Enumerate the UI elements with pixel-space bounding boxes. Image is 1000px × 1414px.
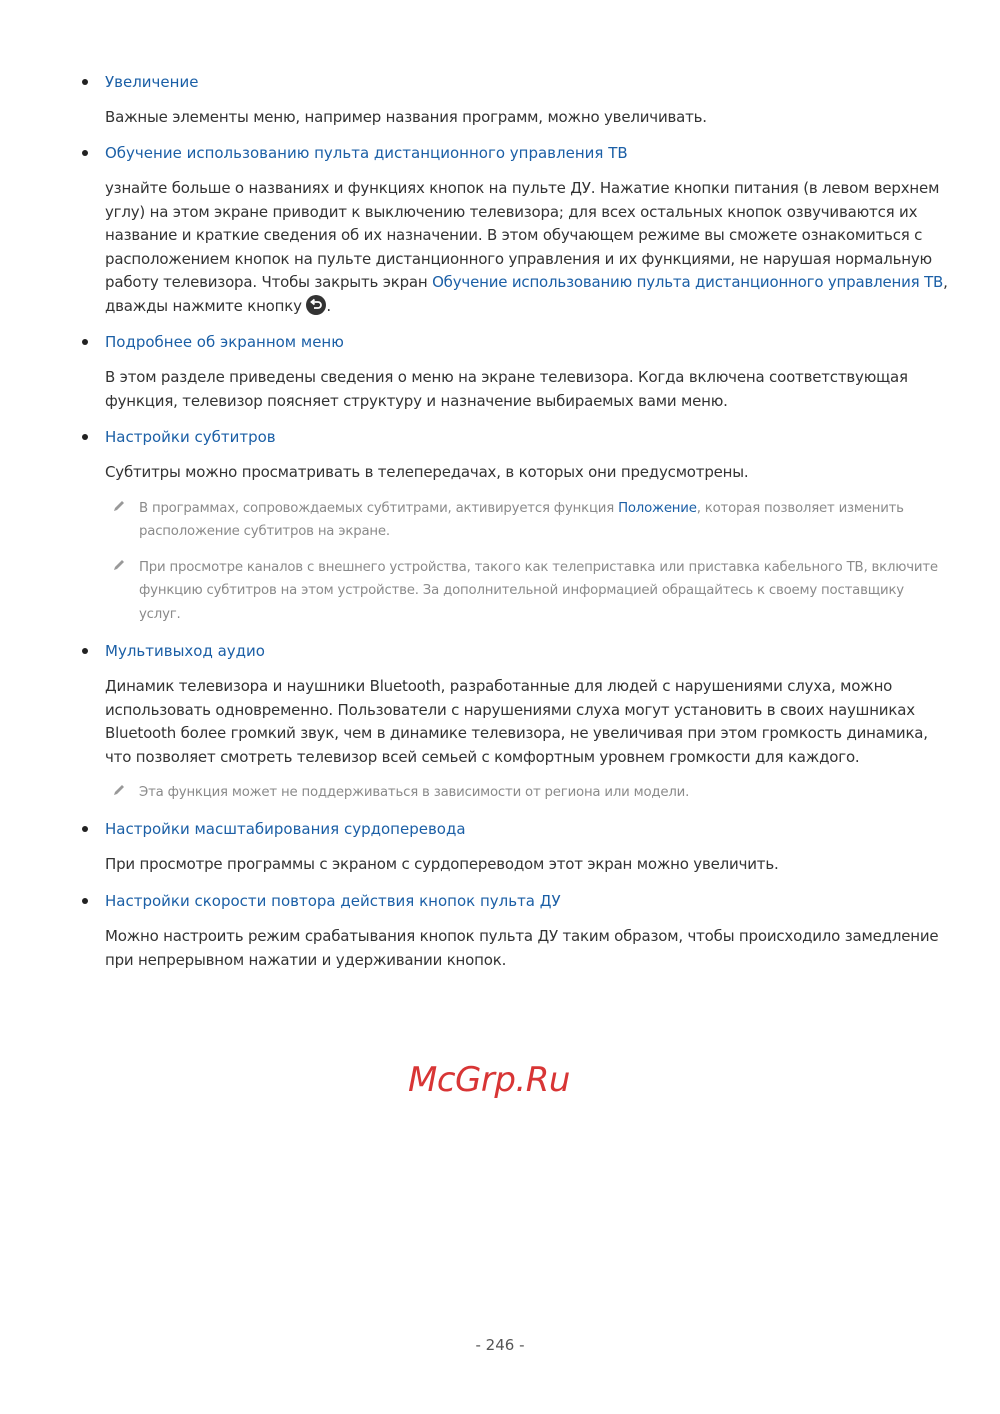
text-line: В этом разделе приведены сведения о меню на экране телевизора. Когда включена соответствующая bbox=[105, 368, 908, 386]
text-line: Bluetooth более громкий звук, чем в динамике телевизора, не увеличивая при этом громкость динамика, bbox=[105, 724, 928, 742]
text-line: при непрерывном нажатии и удерживании кнопок. bbox=[105, 950, 507, 969]
section-zoom bbox=[80, 72, 940, 130]
text-line: углу) на этом экране приводит к выключению телевизора; для всех остальных кнопок озвучиваются их bbox=[105, 202, 918, 221]
section-multi-audio bbox=[80, 641, 940, 805]
section-text bbox=[80, 366, 940, 413]
section-heading: Увеличение bbox=[80, 72, 940, 92]
section-remote-tutorial bbox=[80, 143, 948, 318]
text-fragment: , bbox=[943, 273, 948, 291]
text-line: расположением кнопок на пульте дистанционного управления и их функциями, не нарушая нормальную bbox=[105, 249, 932, 268]
text-line: Субтитры можно просматривать в телепередачах, в которых они предусмотрены. bbox=[105, 463, 749, 481]
text-line: узнайте больше о названиях и функциях кнопок на пульте ДУ. Нажатие кнопки питания (в левом верхнем bbox=[105, 179, 940, 197]
section-text bbox=[80, 925, 940, 972]
pencil-icon bbox=[112, 783, 126, 797]
text-fragment: . bbox=[326, 296, 331, 315]
section-text bbox=[80, 853, 940, 877]
section-subtitles bbox=[80, 427, 940, 626]
page-number: - 246 - bbox=[475, 1336, 525, 1354]
text-line bbox=[105, 271, 948, 295]
section-heading: Настройки масштабирования сурдоперевода bbox=[80, 819, 940, 839]
section-menu-details bbox=[80, 332, 940, 413]
section-heading: Мультивыход аудио bbox=[80, 641, 940, 661]
section-sign-language-zoom bbox=[80, 819, 940, 877]
note bbox=[80, 497, 940, 544]
text-fragment: работу телевизора. Чтобы закрыть экран bbox=[105, 273, 433, 291]
section-text bbox=[80, 675, 940, 769]
text-fragment: дважды нажмите кнопку bbox=[105, 296, 307, 315]
text-line bbox=[105, 295, 940, 319]
remote-tutorial-link[interactable]: Обучение использованию пульта дистанционного управления ТВ bbox=[432, 273, 944, 291]
text-line: Эта функция может не поддерживаться в зависимости от региона или модели. bbox=[139, 785, 690, 800]
section-heading: Настройки субтитров bbox=[80, 427, 940, 447]
text-line: Важные элементы меню, например названия программ, можно увеличивать. bbox=[105, 108, 707, 126]
text-line: Можно настроить режим срабатывания кнопок пульта ДУ таким образом, чтобы происходило замедление bbox=[105, 927, 939, 945]
text-fragment: , которая позволяет изменить bbox=[696, 500, 904, 516]
section-repeat-speed bbox=[80, 891, 940, 972]
text-fragment: В программах, сопровождаемых субтитрами, активируется функция bbox=[139, 500, 619, 516]
pencil-icon bbox=[112, 499, 126, 513]
watermark: McGrp.Ru bbox=[408, 1060, 570, 1100]
note bbox=[80, 781, 940, 805]
text-line: При просмотре программы с экраном с сурдопереводом этот экран можно увеличить. bbox=[105, 855, 779, 873]
text-line: функция, телевизор поясняет структуру и назначение выбираемых вами меню. bbox=[105, 391, 728, 410]
section-heading: Обучение использованию пульта дистанционного управления ТВ bbox=[80, 143, 940, 163]
note bbox=[80, 556, 940, 627]
text-line bbox=[139, 497, 940, 521]
text-line: услуг. bbox=[139, 606, 181, 622]
text-line: что позволяет смотреть телевизор всей семьей с комфортным уровнем громкости для каждого. bbox=[105, 747, 860, 766]
section-text bbox=[80, 106, 940, 130]
text-line: использовать одновременно. Пользователи с нарушениями слуха могут установить в своих наушниках bbox=[105, 700, 915, 719]
return-icon bbox=[306, 295, 326, 315]
text-line: название и краткие сведения об их назначении. В этом обучающем режиме вы сможете ознакомиться с bbox=[105, 226, 923, 244]
text-line: расположение субтитров на экране. bbox=[139, 524, 390, 539]
section-heading: Подробнее об экранном меню bbox=[80, 332, 940, 352]
text-line: При просмотре каналов с внешнего устройства, такого как телеприставка или приставка кабельного ТВ, включите bbox=[139, 559, 938, 575]
section-text bbox=[80, 177, 948, 318]
position-link[interactable]: Положение bbox=[618, 500, 697, 516]
section-heading: Настройки скорости повтора действия кнопок пульта ДУ bbox=[80, 891, 940, 911]
text-line: функцию субтитров на этом устройстве. За дополнительной информацией обращайтесь к своему поставщику bbox=[139, 583, 904, 598]
text-line: Динамик телевизора и наушники Bluetooth, разработанные для людей с нарушениями слуха, можно bbox=[105, 677, 893, 695]
pencil-icon bbox=[112, 558, 126, 572]
section-text bbox=[80, 461, 940, 485]
